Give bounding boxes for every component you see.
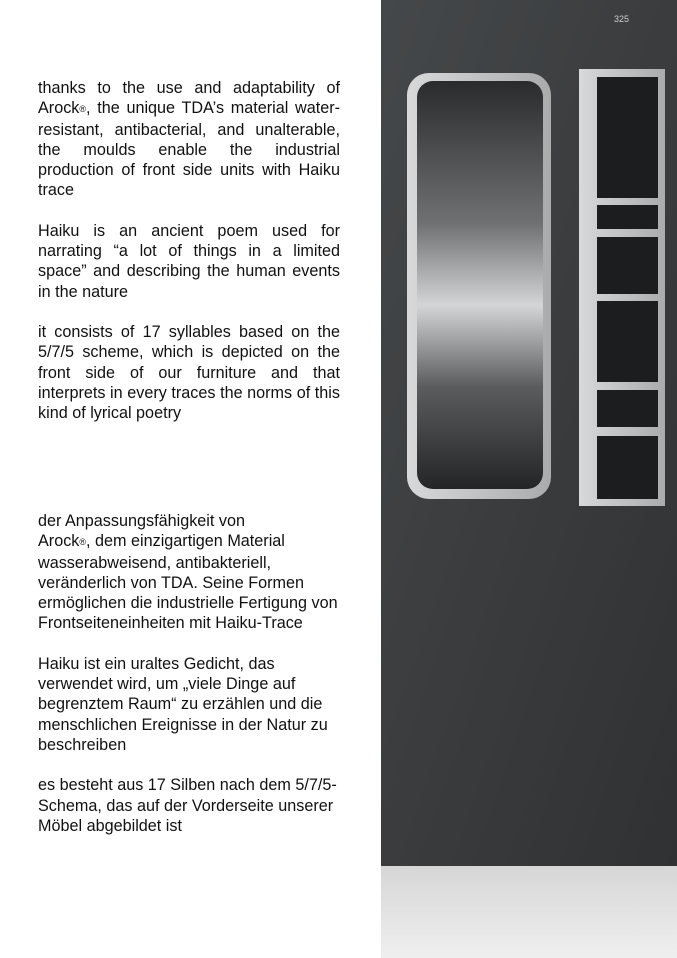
english-text-block [38,78,340,423]
product-photo [381,0,677,958]
mirror-glass [417,81,543,489]
shelf-compartment [597,390,658,427]
shelf-compartment [597,205,658,229]
german-paragraph-3: es besteht aus 17 Silben nach dem 5/7/5-Schema, das auf der Vorderseite unserer Möbel abgebildet ist [38,776,337,835]
registered-mark: ® [79,537,87,548]
english-paragraph-3: it consists of 17 syllables based on the 5/7/5 scheme, which is depicted on the front side of our furniture and that interprets in every traces the norms of this kind of lyrical poetry [38,322,340,423]
english-paragraph-2: Haiku is an ancient poem used for narrating “a lot of things in a limited space” and describing the human events in the nature [38,221,340,301]
registered-mark: ® [79,104,87,115]
german-text-block [38,511,340,836]
bathroom-furniture-illustration [381,0,677,958]
german-paragraph-2: Haiku ist ein uraltes Gedicht, das verwendet wird, um „viele Dinge auf begrenztem Raum“ zu erzählen und die menschlichen Ereignisse in der Natur zu beschreiben [38,654,328,754]
shelf-compartment [597,237,658,294]
shelf-compartment [597,301,658,382]
english-paragraph-1: thanks to the use and adaptability of Arock®, the unique TDA’s material water-resistant, antibacterial, and unalterable, the moulds enable the industrial production of front side units with Haiku trace [38,79,340,200]
page-number: 325 [614,14,630,24]
shelf-compartment [597,436,658,499]
german-paragraph-1: der Anpassungsfähigkeit von Arock®, dem einzigartigen Material wasserabweisend, antibakteriell, veränderlich von TDA. Seine Formen ermöglichen die industrielle Fertigung von Frontseiteneinheiten mit Haiku-Trace [38,512,338,633]
shelf-compartment [597,77,658,198]
floor [381,866,677,958]
